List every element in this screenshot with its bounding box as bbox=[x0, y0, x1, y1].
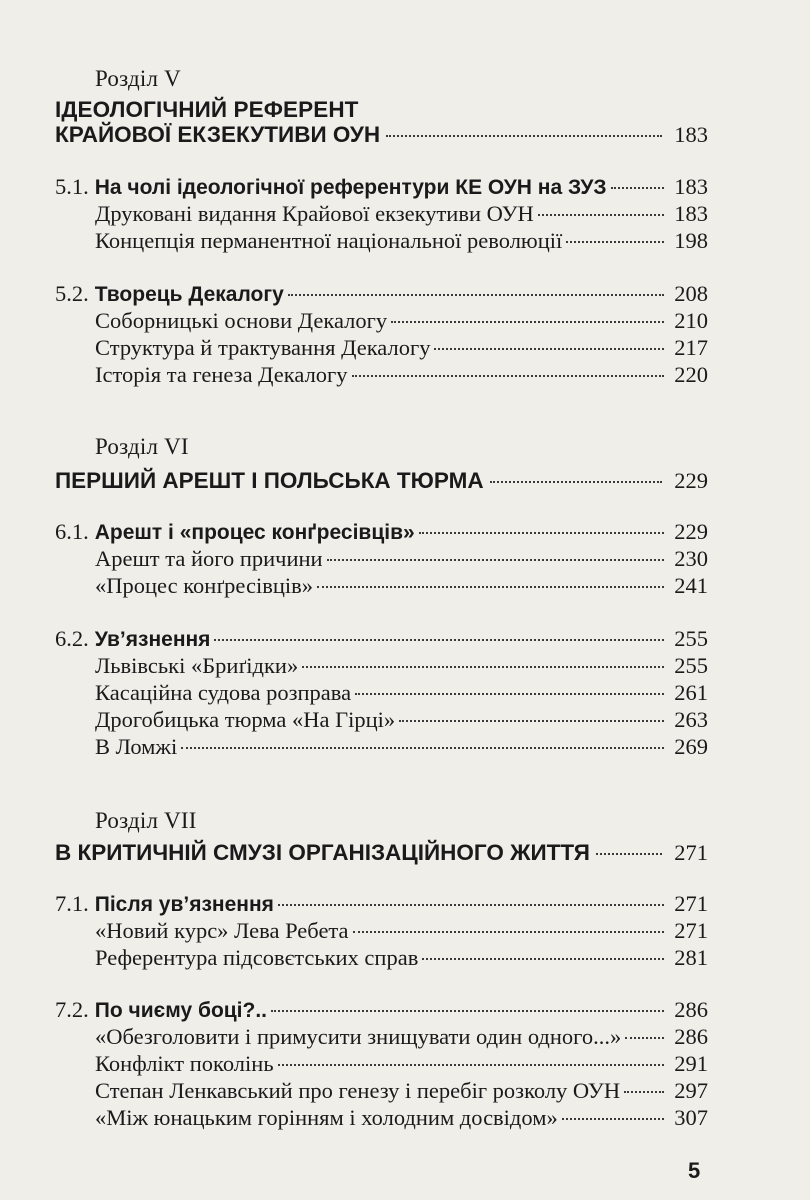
toc-item bbox=[95, 545, 708, 572]
page-number: 307 bbox=[674, 1105, 708, 1130]
page-number: 241 bbox=[674, 573, 708, 598]
chapter-title: КРАЙОВОЇ ЕКЗЕКУТИВИ ОУН bbox=[55, 122, 381, 147]
chapter-title: ІДЕОЛОГІЧНИЙ РЕФЕРЕНТ bbox=[55, 97, 359, 122]
dot-leader bbox=[399, 720, 664, 722]
toc-item bbox=[95, 227, 708, 254]
section-number: 6.1. bbox=[55, 519, 89, 544]
toc-item bbox=[95, 200, 708, 227]
section-title: Після ув’язнення bbox=[94, 893, 274, 916]
item-title: Дрогобицька тюрма «На Гірці» bbox=[95, 707, 396, 732]
page-number: 230 bbox=[674, 546, 708, 571]
dot-leader bbox=[490, 481, 662, 483]
toc-item bbox=[95, 652, 708, 679]
page-number: 229 bbox=[674, 468, 708, 493]
page-number: 217 bbox=[674, 335, 708, 360]
page-number: 263 bbox=[674, 707, 708, 732]
toc-section bbox=[55, 996, 708, 1023]
dot-leader bbox=[625, 1037, 664, 1039]
section-title: На чолі ідеологічної референтури КЕ ОУН на ЗУЗ bbox=[94, 176, 607, 199]
toc-section bbox=[55, 173, 708, 200]
toc-item bbox=[95, 917, 708, 944]
dot-leader bbox=[611, 187, 664, 189]
chapter-title: В КРИТИЧНІЙ СМУЗІ ОРГАНІЗАЦІЙНОГО ЖИТТЯ bbox=[55, 840, 590, 865]
page-number: 271 bbox=[674, 918, 708, 943]
chapter-label: Розділ VI bbox=[95, 434, 189, 459]
page-number: 269 bbox=[674, 734, 708, 759]
item-title: «Новий курс» Лева Ребета bbox=[95, 918, 349, 943]
dot-leader bbox=[317, 586, 664, 588]
dot-leader bbox=[353, 931, 664, 933]
item-title: Концепція перманентної національної революції bbox=[95, 228, 563, 253]
section-title: Творець Декалогу bbox=[94, 283, 284, 306]
page-number: 281 bbox=[674, 945, 708, 970]
page-number: 183 bbox=[674, 201, 708, 226]
dot-leader bbox=[391, 321, 664, 323]
toc-item bbox=[95, 334, 708, 361]
item-title: «Між юнацьким горінням і холодним досвідом» bbox=[95, 1105, 558, 1130]
item-title: Історія та генеза Декалогу bbox=[95, 362, 348, 387]
toc-item bbox=[95, 706, 708, 733]
chapter-label: Розділ V bbox=[95, 66, 181, 91]
page-number: 271 bbox=[674, 840, 708, 865]
toc-section bbox=[55, 890, 708, 917]
item-title: Конфлікт поколінь bbox=[95, 1051, 274, 1076]
dot-leader bbox=[419, 532, 664, 534]
chapter-label: Розділ VII bbox=[95, 808, 197, 833]
dot-leader bbox=[562, 1118, 664, 1120]
toc-item bbox=[95, 679, 708, 706]
dot-leader bbox=[327, 559, 664, 561]
toc-section bbox=[55, 518, 708, 545]
item-title: Арешт та його причини bbox=[95, 546, 323, 571]
page-number: 297 bbox=[674, 1078, 708, 1103]
item-title: Львівські «Бриґідки» bbox=[95, 653, 299, 678]
page-number: 286 bbox=[674, 1024, 708, 1049]
dot-leader bbox=[596, 853, 662, 855]
page-number: 261 bbox=[674, 680, 708, 705]
dot-leader bbox=[352, 375, 664, 377]
item-title: Друковані видання Крайової екзекутиви ОУН bbox=[95, 201, 534, 226]
toc-section bbox=[55, 625, 708, 652]
section-title: Арешт і «процес конґресівців» bbox=[94, 521, 415, 544]
chapter-title: ПЕРШИЙ АРЕШТ І ПОЛЬСЬКА ТЮРМА bbox=[55, 468, 484, 493]
page-number: 229 bbox=[674, 519, 708, 544]
page-number: 210 bbox=[674, 308, 708, 333]
toc-item bbox=[95, 1023, 708, 1050]
toc-item bbox=[95, 307, 708, 334]
toc-item bbox=[95, 944, 708, 971]
section-number: 7.1. bbox=[55, 891, 89, 916]
toc-section bbox=[55, 280, 708, 307]
item-title: «Обезголовити і примусити знищувати один одного...» bbox=[95, 1024, 622, 1049]
page-number: 255 bbox=[674, 626, 708, 651]
page-number: 183 bbox=[674, 174, 708, 199]
toc-item bbox=[95, 1077, 708, 1104]
dot-leader bbox=[181, 747, 664, 749]
page-number: 291 bbox=[674, 1051, 708, 1076]
section-title: По чиєму боці?.. bbox=[94, 999, 268, 1022]
item-title: Касаційна судова розправа bbox=[95, 680, 352, 705]
toc-item bbox=[95, 1050, 708, 1077]
page-number: 271 bbox=[674, 891, 708, 916]
dot-leader bbox=[538, 214, 664, 216]
page-number: 286 bbox=[674, 997, 708, 1022]
dot-leader bbox=[302, 666, 664, 668]
item-title: Соборницькі основи Декалогу bbox=[95, 308, 388, 333]
item-title: В Ломжі bbox=[95, 734, 178, 759]
chapter-title-row bbox=[55, 838, 708, 868]
item-title: «Процес конґресівців» bbox=[95, 573, 314, 598]
dot-leader bbox=[624, 1091, 664, 1093]
toc-item bbox=[95, 1104, 708, 1131]
dot-leader bbox=[422, 958, 664, 960]
dot-leader bbox=[278, 904, 664, 906]
item-title: Структура й трактування Декалогу bbox=[95, 335, 431, 360]
dot-leader bbox=[278, 1064, 664, 1066]
page-number: 255 bbox=[674, 653, 708, 678]
section-number: 6.2. bbox=[55, 626, 89, 651]
dot-leader bbox=[288, 294, 664, 296]
dot-leader bbox=[214, 639, 664, 641]
page-number: 208 bbox=[674, 281, 708, 306]
dot-leader bbox=[386, 135, 662, 137]
chapter-title-row bbox=[55, 120, 708, 150]
item-title: Референтура підсовєтських справ bbox=[95, 945, 419, 970]
page-number: 220 bbox=[674, 362, 708, 387]
item-title: Степан Ленкавський про генезу і перебіг розколу ОУН bbox=[95, 1078, 621, 1103]
dot-leader bbox=[271, 1010, 664, 1012]
section-number: 7.2. bbox=[55, 997, 89, 1022]
dot-leader bbox=[434, 348, 664, 350]
page-folio: 5 bbox=[688, 1158, 701, 1183]
dot-leader bbox=[566, 241, 664, 243]
section-number: 5.1. bbox=[55, 174, 89, 199]
toc-item bbox=[95, 572, 708, 599]
section-title: Ув’язнення bbox=[94, 628, 211, 651]
dot-leader bbox=[355, 693, 664, 695]
toc-item bbox=[95, 733, 708, 760]
chapter-title-row bbox=[55, 466, 708, 496]
section-number: 5.2. bbox=[55, 281, 89, 306]
page-number: 183 bbox=[674, 122, 708, 147]
toc-item bbox=[95, 361, 708, 388]
page-number: 198 bbox=[674, 228, 708, 253]
